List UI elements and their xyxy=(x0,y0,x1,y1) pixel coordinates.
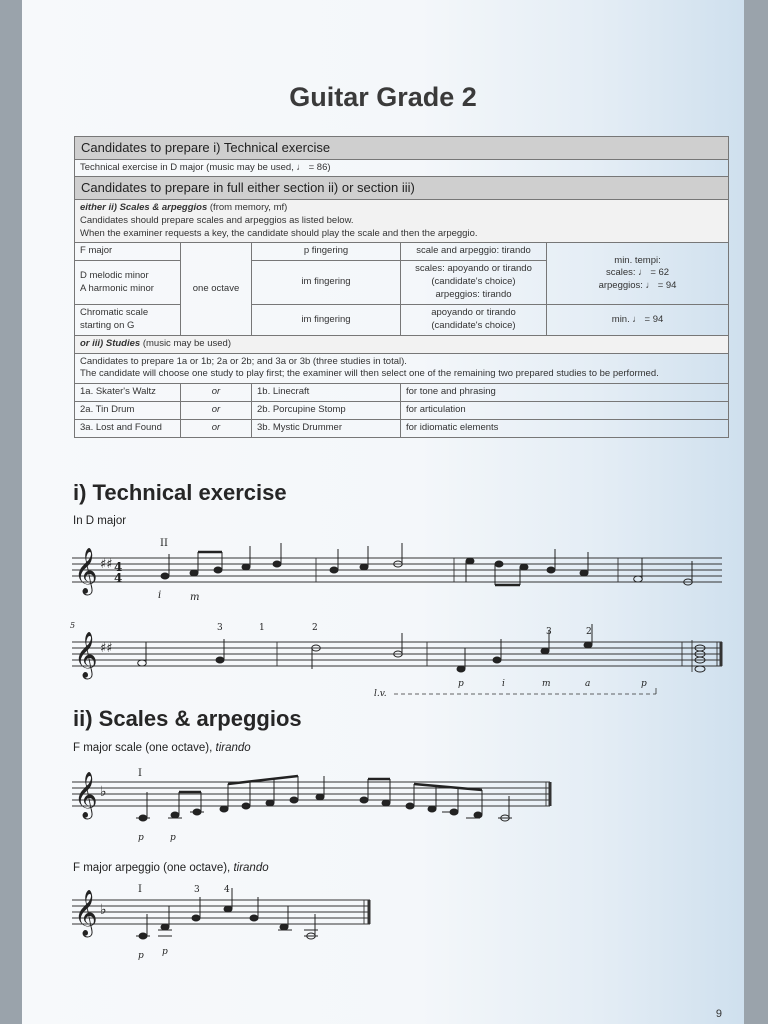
scale-key: D melodic minor A harmonic minor xyxy=(75,261,181,305)
study-b: 3b. Mystic Drummer xyxy=(252,419,401,437)
octave-cell: one octave xyxy=(181,243,252,335)
pluck-marking: p xyxy=(138,951,144,961)
position-marking: I xyxy=(138,768,142,779)
page-number: 9 xyxy=(715,1008,722,1020)
study-focus: for articulation xyxy=(401,402,729,420)
study-a: 1a. Skater's Waltz xyxy=(75,384,181,402)
scale-style: scale and arpeggio: tirando xyxy=(401,243,547,261)
scale-key: Chromatic scale starting on G xyxy=(75,305,181,336)
treble-clef-icon: 𝄞 xyxy=(74,632,98,678)
caption-arpeggio xyxy=(73,862,269,874)
scales-intro xyxy=(75,199,729,242)
caption-scale xyxy=(73,742,251,754)
finger-marking: 2 xyxy=(312,623,318,633)
flat-icon: ♭ xyxy=(100,902,107,918)
finger-marking: m xyxy=(190,592,200,603)
pluck-marking: i xyxy=(502,679,505,689)
requirements-table xyxy=(74,136,729,438)
either-label: either ii) Scales & arpeggios xyxy=(80,201,208,213)
studies-intro xyxy=(75,353,729,384)
heading-scales-arpeggios: ii) Scales & arpeggios xyxy=(73,706,302,731)
treble-clef-icon: 𝄞 xyxy=(74,772,98,818)
studies-label-row xyxy=(75,335,729,353)
arp-caption-style: tirando xyxy=(233,862,269,874)
study-or: or xyxy=(181,384,252,402)
scale-caption-text: F major scale (one octave), xyxy=(73,742,216,754)
pluck-marking: p xyxy=(641,679,647,689)
tempi-cell: min. tempi: scales: ♩ = 62 arpeggios: ♩ = 94 xyxy=(547,243,729,305)
header-technical: Candidates to prepare i) Technical exercise xyxy=(75,137,729,160)
pluck-marking: p xyxy=(170,833,176,843)
sharp-icon: ♯♯ xyxy=(100,641,113,656)
finger-marking: 3 xyxy=(194,885,200,895)
study-focus: for idiomatic elements xyxy=(401,419,729,437)
pluck-marking: m xyxy=(542,679,551,689)
page xyxy=(22,0,744,1024)
tempo-chromatic: min. ♩ = 94 xyxy=(547,305,729,336)
finger-marking: 3 xyxy=(546,627,552,637)
finger-marking: 1 xyxy=(259,623,265,633)
finger-marking: 3 xyxy=(217,623,223,633)
finger-marking: i xyxy=(158,590,162,601)
treble-clef-icon: 𝄞 xyxy=(74,890,98,936)
header-sections: Candidates to prepare in full either section ii) or section iii) xyxy=(75,177,729,200)
either-note: (from memory, mf) xyxy=(207,201,288,213)
technical-row: Technical exercise in D major (music may be used, ♩ = 86) xyxy=(75,159,729,177)
study-or: or xyxy=(181,402,252,420)
bar-number: 5 xyxy=(70,621,76,630)
heading-technical-exercise: i) Technical exercise xyxy=(73,480,287,505)
page-title: Guitar Grade 2 xyxy=(289,82,477,112)
studies-line-1: Candidates to prepare 1a or 1b; 2a or 2b; and 3a or 3b (three studies in total). xyxy=(80,355,407,367)
scale-fingering: im fingering xyxy=(252,305,401,336)
scales-line-1: Candidates should prepare scales and arpeggios as listed below. xyxy=(80,214,354,226)
study-a: 2a. Tin Drum xyxy=(75,402,181,420)
arp-caption-text: F major arpeggio (one octave), xyxy=(73,862,234,874)
study-b: 2b. Porcupine Stomp xyxy=(252,402,401,420)
or-note: (music may be used) xyxy=(140,337,231,349)
studies-line-2: The candidate will choose one study to play first; the examiner will then select one of the remaining two prepared studies to be performed. xyxy=(80,368,659,380)
staff-f-major-scale xyxy=(72,762,552,852)
caption-d-major: In D major xyxy=(73,515,127,527)
sharp-icon: ♯♯ xyxy=(100,557,113,572)
scale-style: scales: apoyando or tirando (candidate's choice) arpeggios: tirando xyxy=(401,261,547,305)
staff-f-major-arpeggio xyxy=(72,880,372,966)
staff-technical-1 xyxy=(72,532,724,602)
or-label: or iii) Studies xyxy=(80,337,141,349)
time-signature: 4 xyxy=(114,571,123,585)
pluck-marking: p xyxy=(138,833,144,843)
pluck-marking: p xyxy=(162,947,168,957)
position-marking: II xyxy=(160,538,168,549)
study-a: 3a. Lost and Found xyxy=(75,419,181,437)
study-b: 1b. Linecraft xyxy=(252,384,401,402)
scale-caption-style: tirando xyxy=(215,742,251,754)
scale-key: F major xyxy=(75,243,181,261)
pluck-marking: p xyxy=(458,679,464,689)
finger-marking: 4 xyxy=(224,885,230,895)
scale-fingering: p fingering xyxy=(252,243,401,261)
time-signature: 4 xyxy=(114,560,123,574)
scale-fingering: im fingering xyxy=(252,261,401,305)
study-or: or xyxy=(181,419,252,437)
study-focus: for tone and phrasing xyxy=(401,384,729,402)
staff-technical-2 xyxy=(72,616,724,706)
let-vibrate-marking: l.v. xyxy=(374,689,387,699)
pluck-marking: a xyxy=(585,679,591,689)
position-marking: I xyxy=(138,884,142,895)
treble-clef-icon: 𝄞 xyxy=(74,548,98,594)
finger-marking: 2 xyxy=(586,627,592,637)
scales-line-2: When the examiner requests a key, the candidate should play the scale and then the arpeggio. xyxy=(80,227,478,239)
scale-style: apoyando or tirando (candidate's choice) xyxy=(401,305,547,336)
flat-icon: ♭ xyxy=(100,784,107,800)
